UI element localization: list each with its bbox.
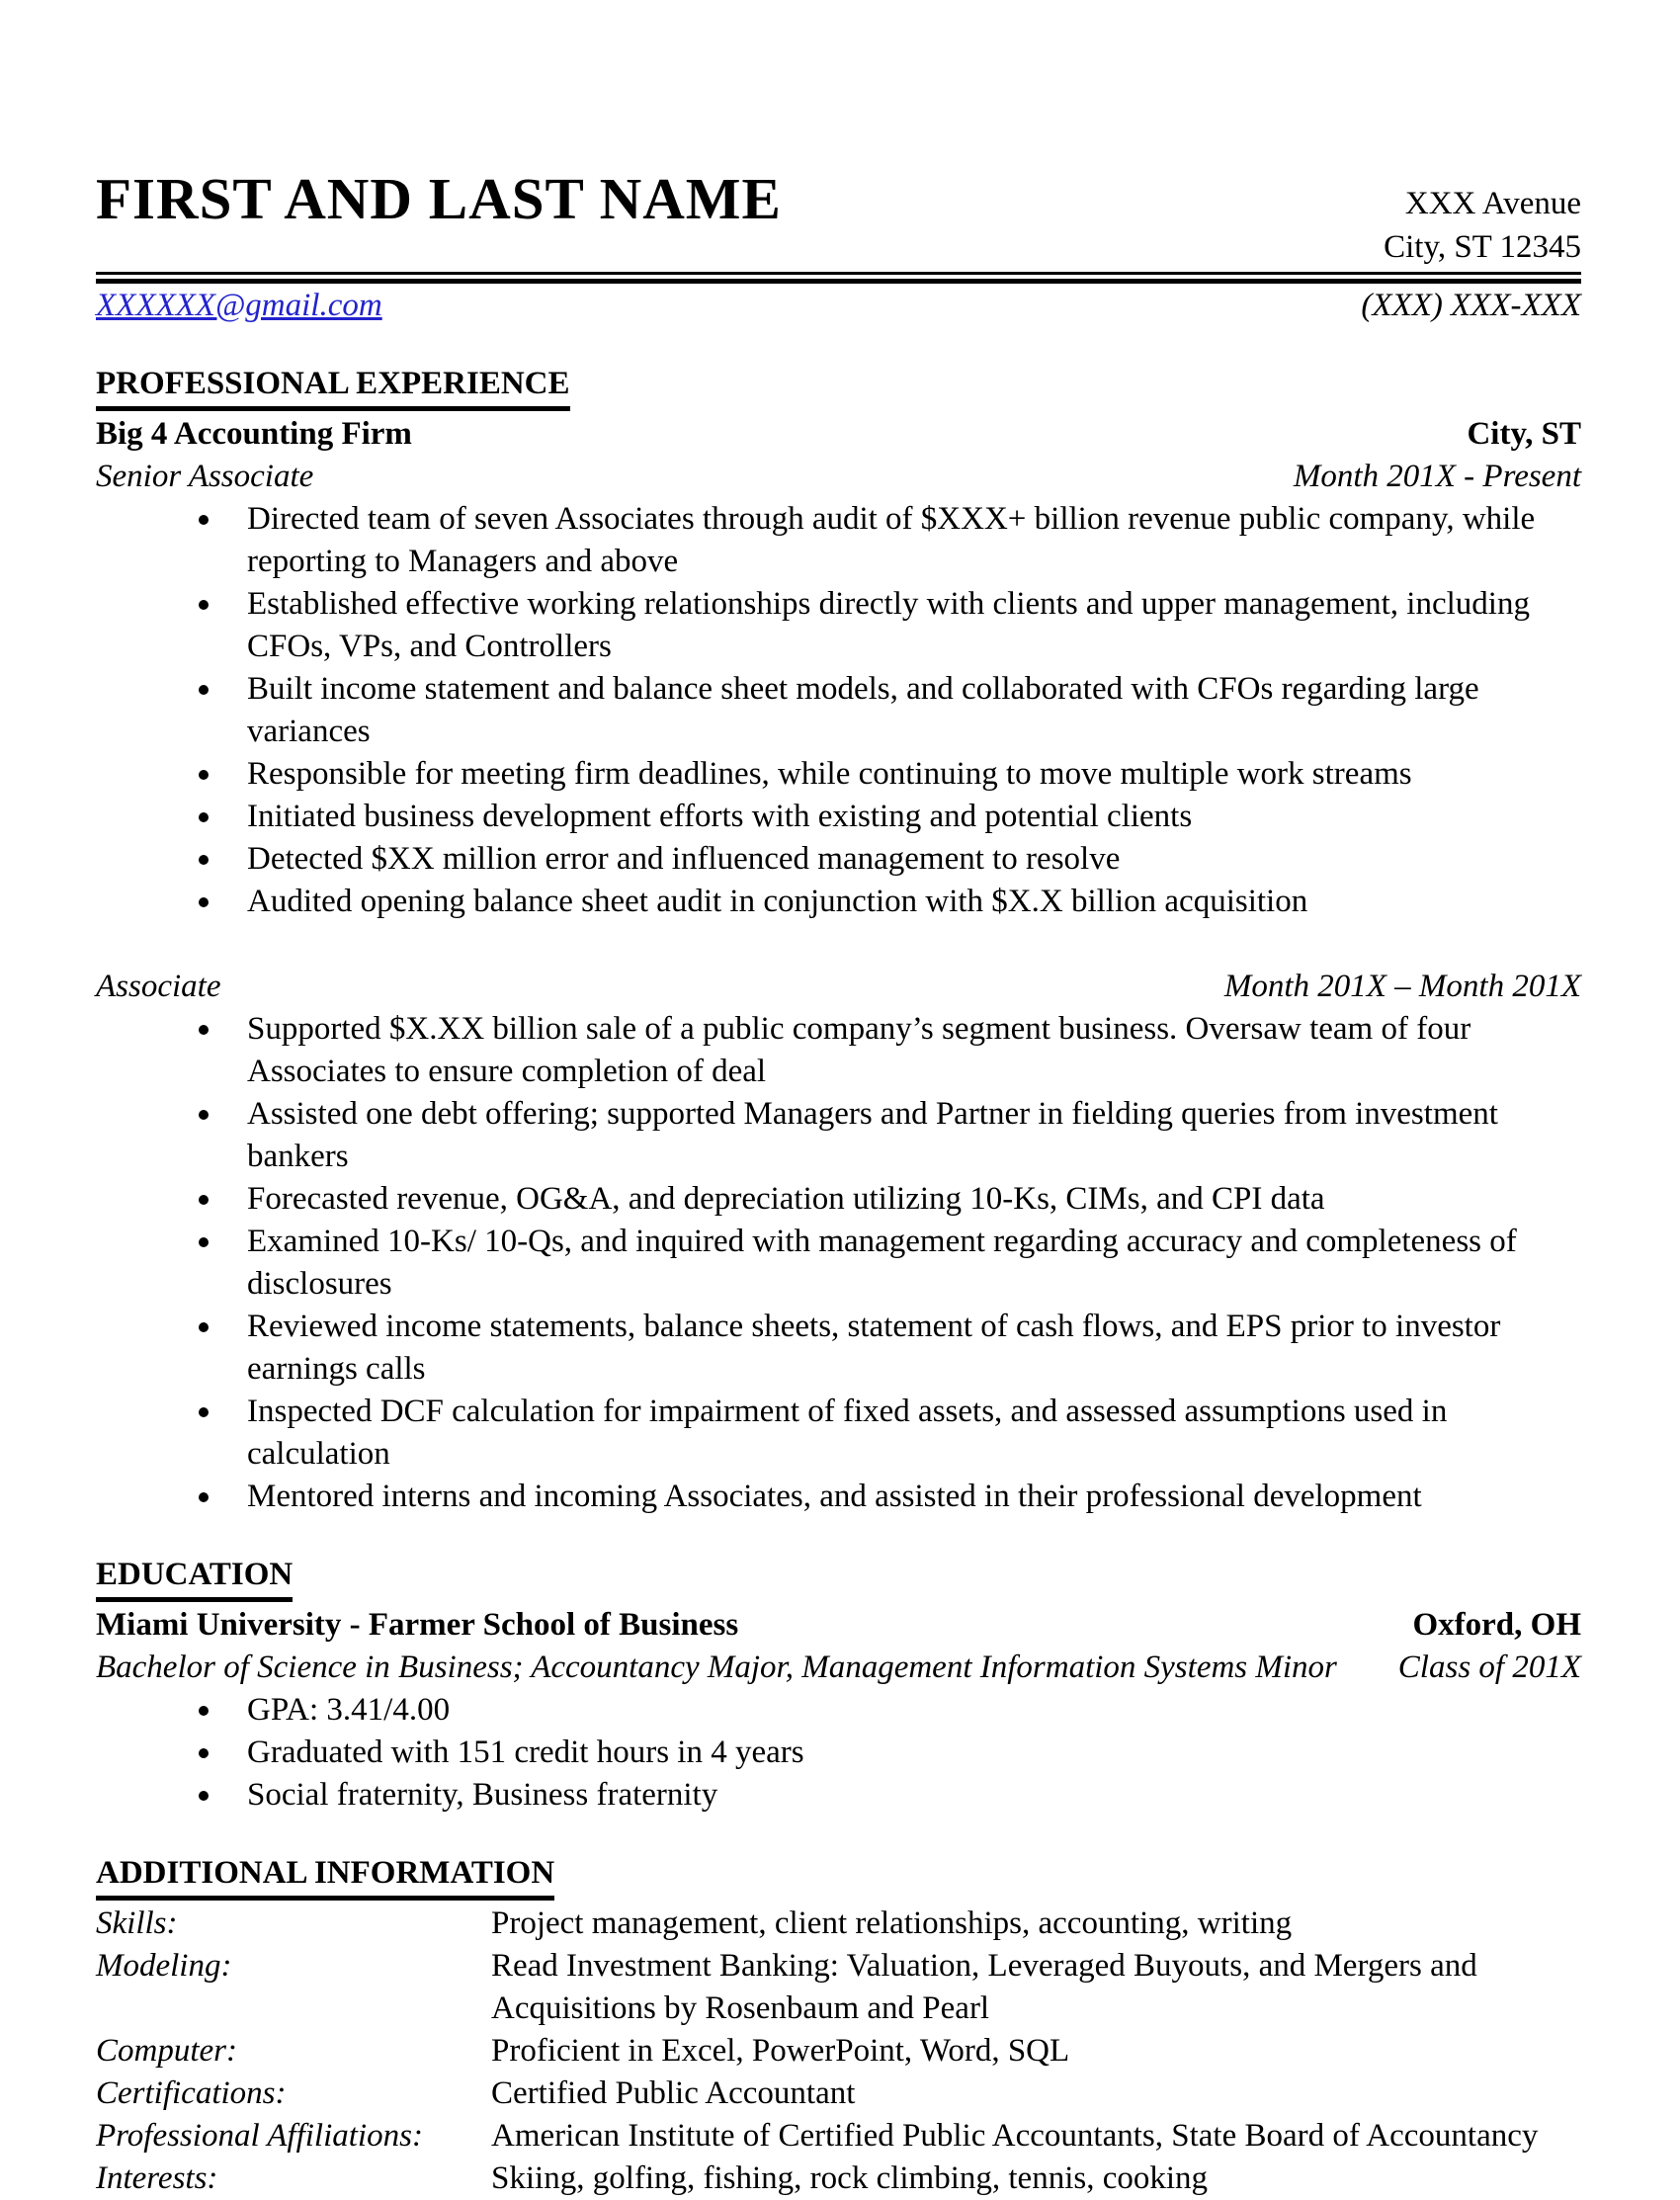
phone-number: (XXX) XXX-XXX	[1361, 288, 1581, 323]
school-name: Miami University - Farmer School of Business	[96, 1607, 739, 1643]
bullet-item: Initiated business development efforts with existing and potential clients	[96, 796, 1581, 838]
info-row	[96, 2158, 1581, 2200]
bullet-item: Responsible for meeting firm deadlines, while continuing to move multiple work streams	[96, 753, 1581, 796]
role-dates: Month 201X – Month 201X	[1223, 969, 1581, 1004]
role-bullet-list	[96, 498, 1581, 923]
info-row	[96, 2030, 1581, 2073]
header-divider	[96, 272, 1581, 284]
bullet-item: Graduated with 151 credit hours in 4 years	[96, 1732, 1581, 1774]
bullet-item: Social fraternity, Business fraternity	[96, 1774, 1581, 1817]
role-header-row	[96, 966, 1581, 1008]
role-title: Senior Associate	[96, 459, 314, 494]
address-line-2: City, ST 12345	[1384, 229, 1581, 265]
school-row	[96, 1604, 1581, 1647]
degree-row	[96, 1647, 1581, 1689]
info-label: Computer:	[96, 2033, 237, 2069]
bullet-item: Forecasted revenue, OG&A, and depreciation utilizing 10-Ks, CIMs, and CPI data	[96, 1178, 1581, 1221]
info-value: American Institute of Certified Public Accountants, State Board of Accountancy	[491, 2118, 1539, 2154]
education-bullet-list	[96, 1689, 1581, 1817]
info-value: Project management, client relationships, accounting, writing	[491, 1905, 1293, 1941]
role-dates: Month 201X - Present	[1293, 459, 1581, 494]
contact-row	[96, 285, 1581, 327]
info-label: Interests:	[96, 2160, 218, 2196]
section-title-additional: ADDITIONAL INFORMATION	[96, 1852, 554, 1901]
resume-header	[96, 168, 1581, 269]
company-location: City, ST	[1467, 416, 1581, 452]
section-title-education: EDUCATION	[96, 1554, 293, 1602]
additional-info-rows	[96, 1903, 1581, 2200]
info-label: Professional Affiliations:	[96, 2118, 423, 2154]
info-value: Skiing, golfing, fishing, rock climbing, tennis, cooking	[491, 2160, 1209, 2196]
degree-title: Bachelor of Science in Business; Accountancy Major, Management Information Systems Minor	[96, 1650, 1337, 1685]
bullet-item: Supported $X.XX billion sale of a public company’s segment business. Oversaw team of four Associates to ensure completion of deal	[96, 1008, 1581, 1093]
class-year: Class of 201X	[1397, 1650, 1581, 1685]
role-title: Associate	[96, 969, 221, 1004]
person-name: FIRST AND LAST NAME	[96, 166, 782, 231]
section-additional-information	[96, 1852, 1581, 2200]
bullet-item: Directed team of seven Associates through audit of $XXX+ billion revenue public company, while reporting to Managers and above	[96, 498, 1581, 583]
company-row	[96, 413, 1581, 456]
email-link[interactable]: XXXXXX@gmail.com	[96, 288, 382, 323]
section-education	[96, 1554, 1581, 1817]
info-row	[96, 1945, 1581, 2030]
bullet-item: Built income statement and balance sheet models, and collaborated with CFOs regarding large variances	[96, 668, 1581, 753]
bullet-item: Audited opening balance sheet audit in conjunction with $X.X billion acquisition	[96, 881, 1581, 923]
info-label: Skills:	[96, 1905, 178, 1941]
bullet-item: Inspected DCF calculation for impairment of fixed assets, and assessed assumptions used in calculation	[96, 1391, 1581, 1476]
section-title-experience: PROFESSIONAL EXPERIENCE	[96, 363, 570, 411]
info-row	[96, 1903, 1581, 1945]
bullet-item: Assisted one debt offering; supported Managers and Partner in fielding queries from investment bankers	[96, 1093, 1581, 1178]
bullet-item: GPA: 3.41/4.00	[96, 1689, 1581, 1732]
company-name: Big 4 Accounting Firm	[96, 416, 412, 452]
role-senior-associate	[96, 456, 1581, 923]
info-value: Read Investment Banking: Valuation, Leveraged Buyouts, and Mergers and Acquisitions by Rosenbaum and Pearl	[491, 1948, 1477, 2026]
bullet-item: Mentored interns and incoming Associates, and assisted in their professional development	[96, 1476, 1581, 1518]
section-professional-experience	[96, 363, 1581, 1518]
info-row	[96, 2073, 1581, 2115]
role-associate	[96, 966, 1581, 1518]
info-value: Proficient in Excel, PowerPoint, Word, SQL	[491, 2033, 1070, 2069]
address-block	[1384, 168, 1581, 269]
school-location: Oxford, OH	[1412, 1607, 1581, 1643]
bullet-item: Detected $XX million error and influenced management to resolve	[96, 838, 1581, 881]
bullet-item: Established effective working relationships directly with clients and upper management, including CFOs, VPs, and Controllers	[96, 583, 1581, 668]
info-row	[96, 2115, 1581, 2158]
info-value: Certified Public Accountant	[491, 2075, 856, 2111]
bullet-item: Examined 10-Ks/ 10-Qs, and inquired with management regarding accuracy and completeness of disclosures	[96, 1221, 1581, 1306]
bullet-item: Reviewed income statements, balance sheets, statement of cash flows, and EPS prior to investor earnings calls	[96, 1306, 1581, 1391]
role-header-row	[96, 456, 1581, 498]
info-label: Modeling:	[96, 1948, 232, 1984]
info-label: Certifications:	[96, 2075, 287, 2111]
address-line-1: XXX Avenue	[1404, 186, 1581, 221]
role-bullet-list	[96, 1008, 1581, 1518]
